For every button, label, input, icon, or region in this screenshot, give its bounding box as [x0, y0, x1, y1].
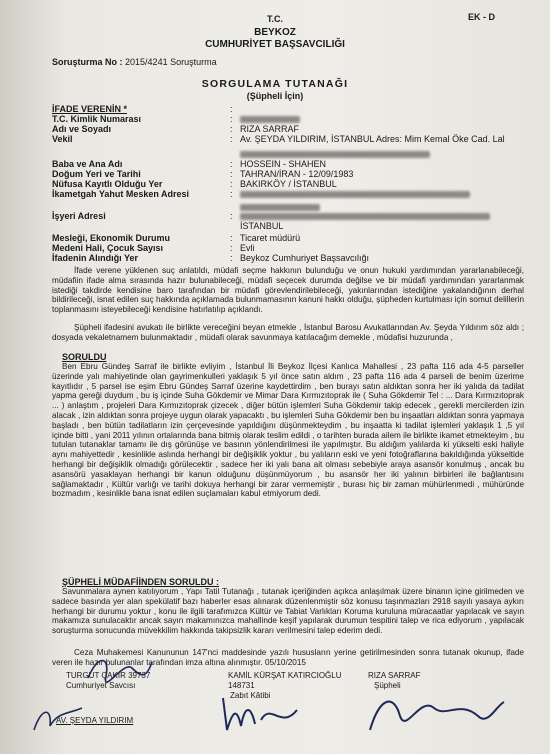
- clerk-signature-icon: [215, 690, 305, 740]
- field-ifade-yer: İfadenin Alındığı Yer : Beykoz Cumhuriyet Başsavcılığı: [52, 253, 370, 263]
- document-title: SORGULAMA TUTANAĞI: [201, 78, 349, 90]
- field-tc-kimlik: T.C. Kimlik Numarası :: [52, 114, 522, 125]
- case-label: Soruşturma No :: [52, 57, 123, 67]
- signature-suspect-role: Şüpheli: [374, 681, 401, 690]
- header-city: BEYKOZ: [254, 27, 296, 38]
- field-dogum: Doğum Yeri ve Tarihi : TAHRAN/İRAN - 12/09/1983: [52, 169, 354, 179]
- signature-lawyer-name: AV. ŞEYDA YILDIRIM: [56, 716, 134, 725]
- field-medeni: Medeni Hali, Çocuk Sayısı : Evli: [52, 243, 255, 253]
- field-meslek: Mesleği, Ekonomik Durumu : Ticaret müdürü: [52, 233, 301, 243]
- suspect-signature-icon: [360, 686, 510, 746]
- section1-statement: Ben Ebru Gündeş Sarraf ile birlikte evliyim , İstanbul İli Beykoz İlçesi Kanlıca Mahallesi , 23 pafta 116 ada 4-5 parseller üzerinde yalı mahiyetinde olan gayrimenkulleri yaklaşık 5 yıl önce satın aldım , 23 pafta 116 ada 4 parseli de benim üzerime kayıtlıdır , 5 parsel ise eşim Ebru Gündeş Sarraf üzerine kaydettirdim , ben burayı satın aldıktan sonra her iki yalıda da tadilat yapma gereği duydum , bu iş içinde Suha Gökdemir ve Mimar Dara Kırmızıtoprak ile ( Suha Gökdemir Tel : ... Dara Kırmızıtoprak ... ) anlaştım , projeleri Dara Kırmızıtoprak çizecek , diğer bütün işlemleri Suha Gökdemir takip edecek , gerekli mercilerden izin alacak , izin aldıktan sonra projeye uygun olarak yapacaktı , bu işlemleri Suha Gökdemir ben bu inşaatları aldıktan sonra yapmaya başladı , ben bütün tadilatların izin çerçevesinde yapıldığını düşünmekteydim , bu inşaatta ki tadilat işlemleri yaklaşık 1 ,5 yıl içinde bitti , yani 2011 yılının ortalarında bana bitmiş olarak teslim edildi , o tarihten burada ailem ile birlikte ikamet etmekteyim , bu tutulan tutanaklar tamamı ile dış görünüşe ve basının yönlendirilmesi ile yapılmıştır. Bu aldığım yalılarda ki yükselti eski haliyle aynı mahiyettedir , kesinlikle aslında herhangi bir değişiklik yoktur , bu yalıların eski ve yeni fotoğraflarına bakıldığında yükseltide herhangi bir değişiklik olmadığı görülecektir , sadece her iki yalı bana ait olması sebebiyle araya asansör konulmuş , ancak bu asansörü yasaklayan herhangi bir kanun olduğunu düşünmüyorum , bu asansör her iki yalının birbirleri ile bağlantısını sağlamaktadır , Kültür varlığı ve tarihi dokuya herhangi bir zarar vermemiştir , burası hiç bir zaman mühürlenmedi , mühüründe bozmadım , kesinlikle bana isnat edilen suçlamaları kabul etmiyorum dedi.: [52, 362, 524, 499]
- signature-prosecutor-name: TURGUT ÇAKIR 39737: [66, 671, 151, 680]
- signature-clerk-name: KAMİL KÜRŞAT KATIRCIOĞLU: [228, 671, 342, 680]
- section1-heading: SORULDU: [62, 352, 107, 362]
- field-nufus: Nüfusa Kayıtlı Olduğu Yer : BAKIRKÖY / İSTANBUL: [52, 179, 337, 189]
- signature-clerk-role: Zabıt Kâtibi: [230, 691, 271, 700]
- closing-statement: Ceza Muhakemesi Kanununun 147'nci maddesinde yazılı hususların yerine getirilmesinden sonra tutanak okunup, ifade veren ile hazır bulunanlar tarafından imza altına alınmıştır. 05/10/2015: [52, 648, 524, 667]
- signature-suspect-name: RIZA SARRAF: [368, 671, 421, 680]
- lawyer-signature-icon: [28, 700, 88, 740]
- field-isyeri-city: İSTANBUL: [240, 221, 284, 231]
- form-code: EK - D: [468, 12, 495, 22]
- field-ikametgah: İkametgah Yahut Mesken Adresi :: [52, 189, 522, 200]
- section2-statement: Savunmalara aynen katılıyorum , Yapı Tatil Tutanağı , tutanak içeriğinden açıkca anlaşılmak üzere binanın içine girilmeden ve sadece basında yer alan spekülatif bazı haberler esas alınarak düzenlenmiştir söz konusu taşınmazları 2918 sayılı yasaya aykırı herhangi bir durumu yoktur , konu ile ilgili tarafımızca Kültür ve Tabiat Varlıkları Koruma kuruluna müracaatlar yapılacak ve sayın makamıza sunulacaktır ancak sayın makamınızca mahallinde keşif yapılarak durumun tespitini talep ve rica ediyorum , yapılacak soruşturma sonucunda müvekkilim hakkında takipsizlik kararı verilmesini talep ederim dedi.: [52, 587, 524, 636]
- field-ad-soyad: Adı ve Soyadı : RIZA SARRAF: [52, 124, 300, 134]
- signature-prosecutor-role: Cumhuriyet Savcısı: [66, 681, 136, 690]
- header-tc: T.C.: [266, 14, 283, 24]
- field-ifade-veren: İFADE VERENİN * :: [52, 104, 233, 114]
- intro-lawyer-paragraph: Şüpheli ifadesini avukatı ile birlikte vereceğini beyan etmekle , İstanbul Barosu Avukatlarından Av. Şeyda Yıldırım söz aldı ; dosyada vekaletnamem bulunmaktadır , müdafi olarak savunmaya katılacağım demekle , müdafisi huzurunda ,: [52, 323, 524, 342]
- case-value: 2015/4241 Soruşturma: [125, 57, 217, 67]
- section2-heading: ŞÜPHELİ MÜDAFİİNDEN SORULDU :: [62, 577, 219, 587]
- field-isyeri: İşyeri Adresi :: [52, 211, 522, 222]
- signature-clerk-id: 148731: [228, 681, 255, 690]
- field-vekil: Vekil : Av. ŞEYDA YILDIRIM, İSTANBUL Adres: Mim Kemal Öke Cad. Lal: [52, 134, 505, 144]
- field-baba-ana: Baba ve Ana Adı : HOSSEIN - SHAHEN: [52, 159, 327, 169]
- prosecutor-signature-icon: [80, 650, 160, 690]
- document-subtitle: (Şüpheli İçin): [246, 91, 304, 101]
- header-office: CUMHURİYET BAŞSAVCILIĞI: [205, 39, 345, 50]
- case-number: [52, 57, 217, 67]
- intro-rights-paragraph: İfade verene yüklenen suç anlatıldı, müdafi seçme hakkının bulunduğu ve onun hukuki yardımından yararlanabileceği, müdafiin ifade alma sırasında hazır bulunabileceği, müdafi seçecek durumda değilse ve bir müdafi yardımından yararlanmak istediği takdirde kendisine baro tarafından bir müdafi görevlendirilebileceği, yakınlarından istediğine yakalandığının derhal bildirileceği, isnat edilen suç hakkında açıklamada bulunmamasının kanuni hakkı olduğu, şüpheden kurtulması için somut delillerin toplanmasını isteyebileceği kendisine hatırlatılıp açıklandı.: [52, 266, 524, 315]
